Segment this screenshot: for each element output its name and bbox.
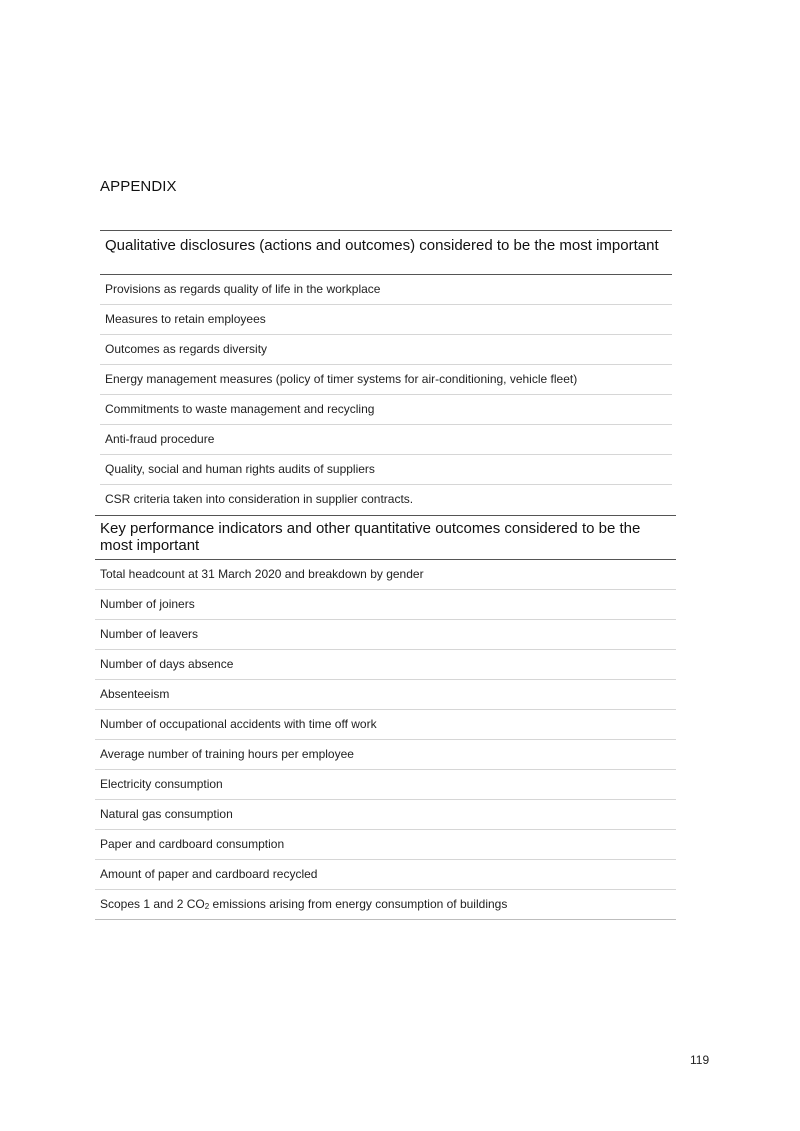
co2-text-prefix: Scopes 1 and 2 CO (100, 897, 205, 911)
page-title: APPENDIX (100, 178, 177, 195)
list-item: Natural gas consumption (95, 800, 676, 830)
list-item: Provisions as regards quality of life in the workplace (100, 275, 672, 305)
co2-subscript: 2 (204, 902, 210, 911)
list-item-co2-emissions (95, 890, 676, 920)
list-item: Measures to retain employees (100, 305, 672, 335)
list-item: Energy management measures (policy of timer systems for air-conditioning, vehicle fleet) (100, 365, 672, 395)
qualitative-header: Qualitative disclosures (actions and outcomes) considered to be the most important (100, 230, 672, 275)
list-item: Average number of training hours per employee (95, 740, 676, 770)
list-item: Anti-fraud procedure (100, 425, 672, 455)
list-item: Quality, social and human rights audits of suppliers (100, 455, 672, 485)
list-item: Total headcount at 31 March 2020 and breakdown by gender (95, 560, 676, 590)
list-item: Number of days absence (95, 650, 676, 680)
kpi-header: Key performance indicators and other quantitative outcomes considered to be the most important (95, 515, 676, 560)
list-item: Electricity consumption (95, 770, 676, 800)
list-item: Number of occupational accidents with time off work (95, 710, 676, 740)
page-number: 119 (690, 1053, 710, 1067)
list-item: Number of joiners (95, 590, 676, 620)
list-item: Number of leavers (95, 620, 676, 650)
list-item: Paper and cardboard consumption (95, 830, 676, 860)
qualitative-disclosures-table (100, 230, 672, 514)
list-item: Commitments to waste management and recycling (100, 395, 672, 425)
list-item: Outcomes as regards diversity (100, 335, 672, 365)
co2-text-suffix: emissions arising from energy consumption of buildings (209, 897, 508, 911)
kpi-table (95, 515, 676, 920)
list-item: Absenteeism (95, 680, 676, 710)
list-item: Amount of paper and cardboard recycled (95, 860, 676, 890)
list-item: CSR criteria taken into consideration in supplier contracts. (105, 492, 414, 506)
